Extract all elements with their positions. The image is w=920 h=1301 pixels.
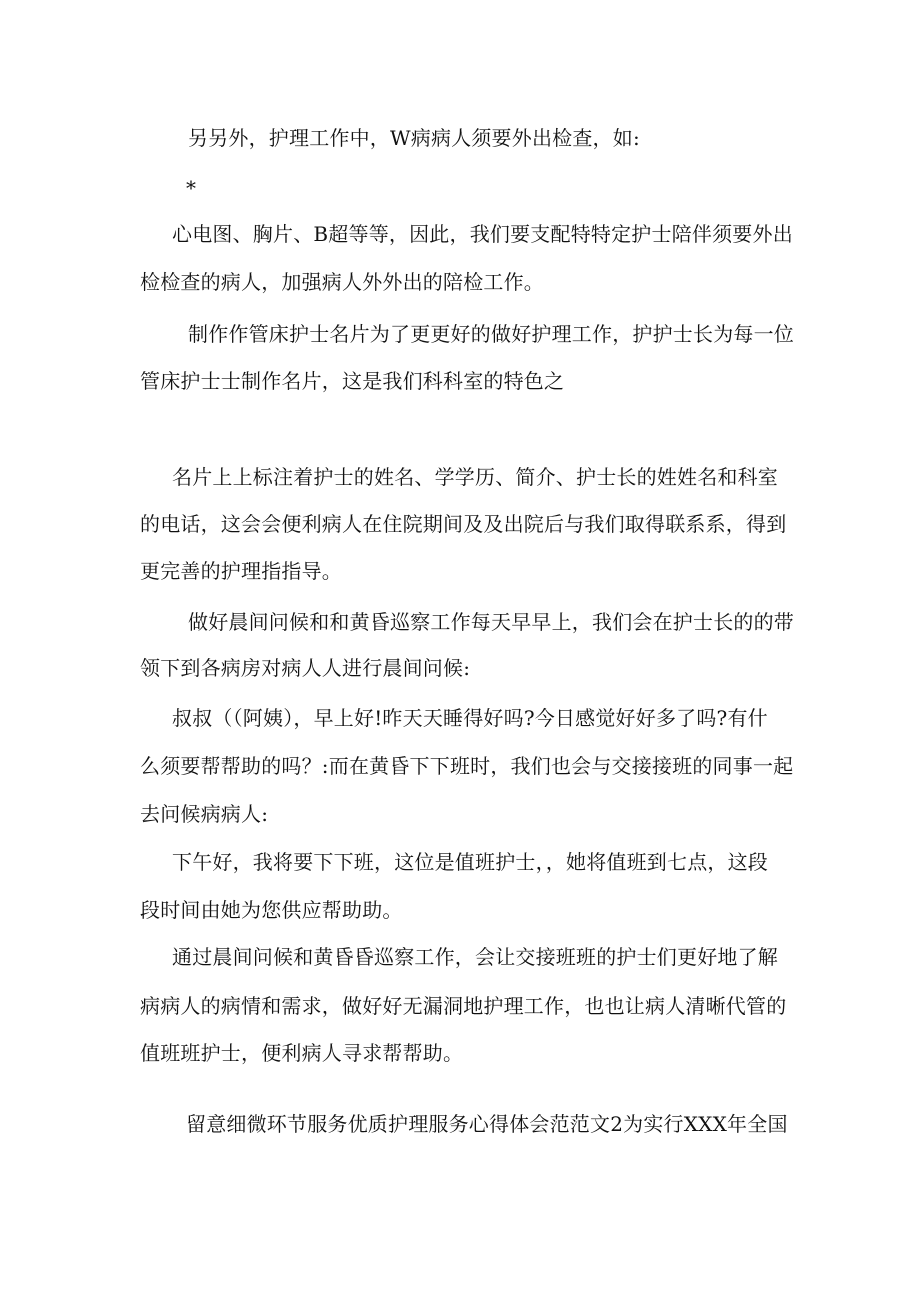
text-line: 下午好，我将要下下班，这位是值班护士，，她将值班到七点，这段 [172, 850, 768, 874]
text-line: 值班班护士，便利病人寻求帮帮助。 [140, 1041, 464, 1065]
text-line: 段时间由她为您供应帮助助。 [140, 898, 403, 922]
text-line: 领下到各病房对病人人进行晨间问候: [140, 656, 471, 680]
text-line: 病病人的病情和需求，做好好无漏洞地护理工作，也也让病人清晰代管的 [140, 994, 787, 1018]
text-line: 管床护士士制作名片，这是我们科科室的特色之 [140, 369, 565, 393]
text-line: 么须要帮帮助的吗？:而在黄昏下下班时，我们也会与交接接班的同事一起 [140, 754, 794, 778]
text-line: 更完善的护理指指导。 [140, 559, 342, 583]
text-line: 的电话，这会会便利病人在住院期间及及出院后与我们取得联系系，得到 [140, 512, 787, 536]
text-line: 另另外，护理工作中，W病病人须要外出检查，如: [188, 126, 640, 150]
text-line: * [186, 176, 197, 200]
text-line: 制作作管床护士名片为了更更好的做好护理工作，护护士长为每一位 [188, 322, 794, 346]
text-line: 通过晨间问候和黄昏昏巡察工作，会让交接班班的护士们更好地了解 [172, 945, 778, 969]
text-line: 去问候病病人: [140, 802, 269, 826]
text-line: 留意细微环节服务优质护理服务心得体会范范文2为实行XXX年全国 [186, 1112, 788, 1136]
text-line: 心电图、胸片、B超等等，因此，我们要支配特特定护士陪伴须要外出 [172, 222, 793, 246]
text-line: 检检查的病人，加强病人外外出的陪检工作。 [140, 270, 544, 294]
text-line: 名片上上标注着护士的姓名、学学历、简介、护士长的姓姓名和科室 [172, 465, 778, 489]
text-line: 叔叔（（阿姨），早上好!昨天天睡得好吗?今日感觉好好多了吗?有什 [172, 706, 768, 730]
text-line: 做好晨间问候和和黄昏巡察工作每天早早上，我们会在护士长的的带 [188, 610, 794, 634]
